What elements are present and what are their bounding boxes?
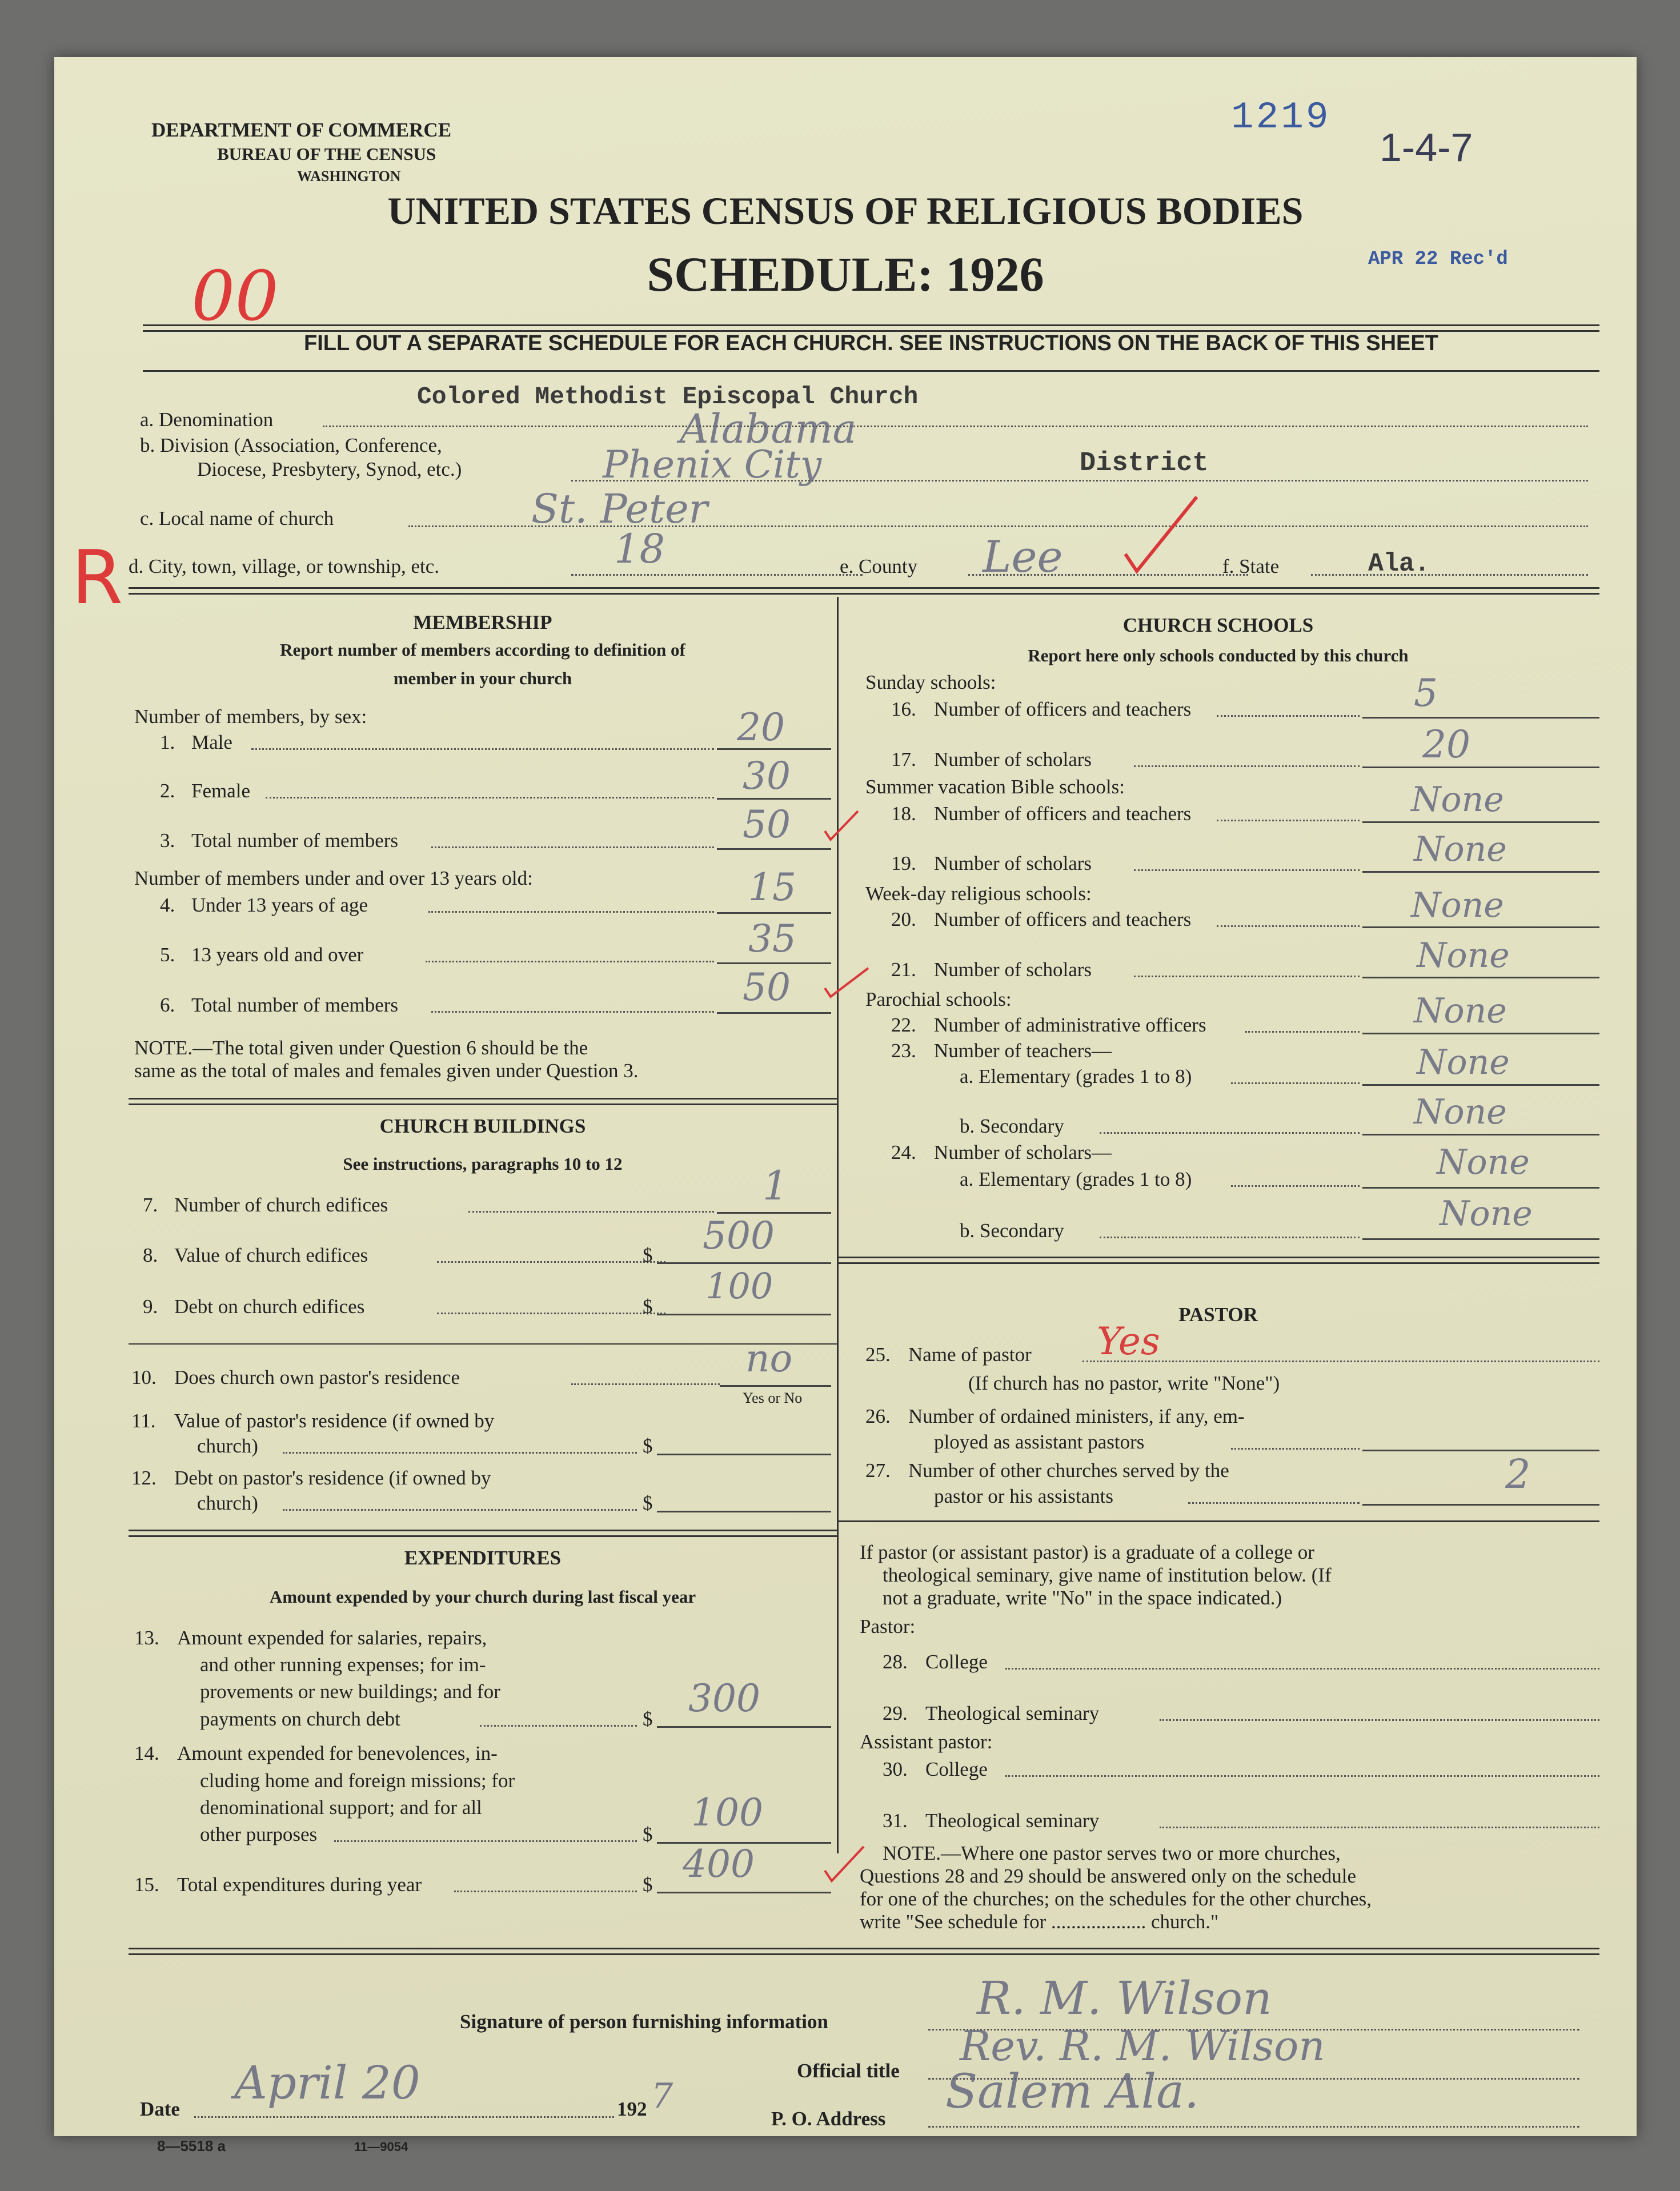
q9-dollar: $ (643, 1295, 653, 1318)
q23-number: 23. (891, 1040, 916, 1062)
q18-number: 18. (891, 802, 916, 825)
expenditures-sub: Amount expended by your church during last fiscal year (269, 1587, 696, 1607)
q23b-label: b. Secondary (960, 1115, 1064, 1137)
q1-label: Male (191, 731, 232, 753)
q23a-value: None (1417, 1042, 1510, 1082)
official-title-label: Official title (797, 2060, 900, 2082)
q11-dollar: $ (643, 1435, 653, 1457)
q2-number: 2. (160, 780, 175, 802)
q21-number: 21. (891, 958, 916, 981)
q6-value: 50 (743, 965, 791, 1009)
pastor-subhead: Pastor: (860, 1615, 916, 1638)
q25-value: Yes (1097, 1319, 1160, 1363)
q13-line-4: payments on church debt (200, 1708, 400, 1730)
q20-label: Number of officers and teachers (934, 908, 1192, 930)
q13-value: 300 (688, 1676, 760, 1720)
q6-label: Total number of members (191, 994, 399, 1016)
q27-line-1: Number of other churches served by the (908, 1459, 1229, 1482)
q3-label: Total number of members (191, 829, 399, 852)
q24b-label: b. Secondary (960, 1219, 1064, 1242)
denomination-label: a. Denomination (140, 408, 274, 431)
q12-dollar: $ (643, 1492, 653, 1514)
q16-number: 16. (891, 698, 916, 720)
pastor-note-3: for one of the churches; on the schedules for the other churches, (860, 1888, 1372, 1910)
q28-number: 28. (883, 1651, 908, 1673)
q26-line-1: Number of ordained ministers, if any, em- (908, 1405, 1245, 1427)
q14-line-3: denominational support; and for all (200, 1796, 482, 1819)
form-number: 8—5518 a (157, 2137, 226, 2154)
q13-dollar: $ (643, 1708, 653, 1730)
local-name-value: St. Peter (531, 485, 708, 532)
membership-note-1: NOTE.—The total given under Question 6 should be the (134, 1037, 588, 1059)
q24b-value: None (1440, 1194, 1533, 1234)
q22-number: 22. (891, 1014, 916, 1036)
weekday-schools-label: Week-day religious schools: (865, 882, 1092, 905)
q7-value: 1 (763, 1162, 788, 1209)
q1-number: 1. (160, 731, 175, 753)
q30-number: 30. (883, 1758, 908, 1780)
q31-label: Theological seminary (925, 1809, 1100, 1832)
membership-note-2: same as the total of males and females given under Question 3. (134, 1060, 639, 1082)
division-hand-value: Phenix City (603, 443, 822, 487)
q5-label: 13 years old and over (191, 944, 364, 966)
q8-value: 500 (703, 1214, 775, 1258)
q15-value: 400 (683, 1842, 755, 1886)
q20-number: 20. (891, 908, 916, 930)
q14-number: 14. (134, 1742, 159, 1764)
q17-number: 17. (891, 748, 916, 771)
print-number: 11—9054 (354, 2140, 408, 2154)
q10-label: Does church own pastor's residence (174, 1366, 460, 1389)
q12-number: 12. (131, 1467, 157, 1489)
q4-label: Under 13 years of age (191, 894, 368, 916)
red-r-mark: R (71, 534, 123, 621)
pastor-note-2: Questions 28 and 29 should be answered only on the schedule (860, 1865, 1357, 1887)
official-title-value: Rev. R. M. Wilson (960, 2022, 1325, 2070)
q13-line-1: Amount expended for salaries, repairs, (177, 1627, 487, 1649)
state-label: f. State (1222, 555, 1280, 577)
q14-line-1: Amount expended for benevolences, in- (177, 1742, 498, 1764)
membership-heading: MEMBERSHIP (413, 611, 552, 633)
q14-line-2: cluding home and foreign missions; for (200, 1769, 515, 1792)
q9-number: 9. (143, 1295, 158, 1318)
q21-value: None (1417, 936, 1510, 976)
q23a-label: a. Elementary (grades 1 to 8) (960, 1065, 1192, 1088)
q10-hint: Yes or No (743, 1390, 803, 1406)
graduate-note-1: If pastor (or assistant pastor) is a graduate of a college or (860, 1541, 1314, 1563)
graduate-note-3: not a graduate, write "No" in the space indicated.) (883, 1587, 1282, 1609)
q24-number: 24. (891, 1141, 916, 1163)
q23-label: Number of teachers— (934, 1040, 1112, 1062)
department-name: DEPARTMENT OF COMMERCE (151, 119, 452, 141)
q12-label-2: church) (197, 1492, 258, 1514)
bureau-city: WASHINGTON (297, 168, 401, 184)
stamp-number: 1219 (1231, 96, 1331, 139)
q14-line-4: other purposes (200, 1823, 318, 1845)
sunday-schools-label: Sunday schools: (865, 671, 996, 693)
q25-number: 25. (865, 1343, 891, 1366)
pastor-note-4: write "See schedule for ................... church." (860, 1911, 1219, 1933)
date-value: April 20 (234, 2056, 420, 2109)
q3-value: 50 (743, 802, 791, 846)
q12-label-1: Debt on pastor's residence (if owned by (174, 1467, 491, 1489)
q25-hint: (If church has no pastor, write "None") (968, 1372, 1280, 1394)
signature-value: R. M. Wilson (977, 1972, 1272, 2025)
q8-number: 8. (143, 1244, 158, 1266)
by-age-label: Number of members under and over 13 years old: (134, 867, 533, 889)
q24a-value: None (1437, 1142, 1530, 1182)
q18-label: Number of officers and teachers (934, 802, 1192, 825)
q10-number: 10. (131, 1366, 157, 1389)
year-prefix: 192 (617, 2098, 647, 2120)
q19-value: None (1414, 829, 1507, 869)
q11-label-2: church) (197, 1435, 258, 1457)
parochial-schools-label: Parochial schools: (865, 988, 1012, 1010)
city-label: d. City, town, village, or township, etc. (129, 555, 440, 577)
q22-value: None (1414, 991, 1507, 1031)
q1-value: 20 (737, 705, 785, 749)
q2-value: 30 (743, 754, 791, 798)
q17-label: Number of scholars (934, 748, 1092, 771)
assistant-pastor-subhead: Assistant pastor: (860, 1731, 993, 1753)
q14-dollar: $ (643, 1823, 653, 1845)
county-value: Lee (983, 531, 1063, 582)
membership-sub-1: Report number of members according to definition of (280, 640, 685, 660)
q6-number: 6. (160, 994, 175, 1016)
form-subtitle: SCHEDULE: 1926 (647, 247, 1044, 302)
denomination-value: Colored Methodist Episcopal Church (417, 383, 919, 411)
membership-sub-2: member in your church (393, 668, 572, 688)
q7-label: Number of church edifices (174, 1194, 388, 1216)
fill-instruction: FILL OUT A SEPARATE SCHEDULE FOR EACH CHURCH. SEE INSTRUCTIONS ON THE BACK OF THIS SHEET (304, 331, 1438, 355)
q27-value: 2 (1505, 1451, 1531, 1498)
po-address-value: Salem Ala. (945, 2065, 1200, 2119)
census-schedule-sheet (54, 57, 1637, 2154)
buildings-heading: CHURCH BUILDINGS (379, 1115, 586, 1137)
q9-label: Debt on church edifices (174, 1295, 365, 1318)
q8-dollar: $ (643, 1244, 653, 1266)
q15-label: Total expenditures during year (177, 1873, 422, 1896)
city-value: 18 (614, 525, 665, 572)
q8-label: Value of church edifices (174, 1244, 368, 1266)
q23b-value: None (1414, 1092, 1507, 1132)
pastor-heading: PASTOR (1178, 1303, 1258, 1326)
q13-line-3: provements or new buildings; and for (200, 1680, 500, 1703)
q20-value: None (1411, 885, 1504, 925)
buildings-sub: See instructions, paragraphs 10 to 12 (343, 1154, 623, 1174)
q3-number: 3. (160, 829, 175, 852)
graduate-note-2: theological seminary, give name of institution below. (If (883, 1564, 1332, 1586)
q28-label: College (925, 1651, 988, 1673)
q3-red-check-icon (823, 808, 863, 842)
division-label-2: Diocese, Presbytery, Synod, etc.) (197, 458, 462, 480)
q27-line-2: pastor or his assistants (934, 1485, 1114, 1507)
po-address-label: P. O. Address (771, 2108, 886, 2130)
q31-number: 31. (883, 1809, 908, 1832)
q4-number: 4. (160, 894, 175, 916)
q15-number: 15. (134, 1873, 159, 1896)
q10-value: no (745, 1337, 793, 1381)
division-label: b. Division (Association, Conference, (140, 434, 442, 456)
date-label: Date (140, 2098, 180, 2120)
schools-heading: CHURCH SCHOOLS (1122, 614, 1314, 636)
q27-number: 27. (865, 1459, 891, 1482)
q11-number: 11. (131, 1410, 156, 1432)
schools-sub: Report here only schools conducted by this church (1028, 645, 1409, 665)
q14-value: 100 (691, 1791, 763, 1835)
q19-label: Number of scholars (934, 852, 1092, 874)
q17-value: 20 (1422, 723, 1470, 767)
bureau-name: BUREAU OF THE CENSUS (217, 144, 436, 164)
q13-number: 13. (134, 1627, 159, 1649)
q5-number: 5. (160, 944, 175, 966)
red-annotation: 00 (191, 257, 279, 336)
summer-schools-label: Summer vacation Bible schools: (865, 776, 1125, 798)
division-typed-value: District (1080, 448, 1209, 479)
state-value: Ala. (1368, 549, 1430, 579)
signature-label: Signature of person furnishing information (460, 2011, 828, 2033)
q7-number: 7. (143, 1194, 158, 1216)
pastor-note-1: NOTE.—Where one pastor serves two or more churches, (883, 1842, 1341, 1864)
q25-label: Name of pastor (908, 1343, 1032, 1366)
q29-label: Theological seminary (925, 1702, 1100, 1724)
q2-label: Female (191, 780, 251, 802)
division-hand-value-2: Alabama (680, 406, 857, 452)
form-title: UNITED STATES CENSUS OF RELIGIOUS BODIES (387, 189, 1304, 232)
q30-label: College (925, 1758, 988, 1780)
local-name-label: c. Local name of church (140, 507, 334, 529)
q9-value: 100 (705, 1265, 773, 1307)
q26-line-2: ployed as assistant pastors (934, 1431, 1145, 1453)
year-hand-digit: 7 (651, 2076, 673, 2116)
q21-label: Number of scholars (934, 958, 1092, 981)
q4-value: 15 (748, 865, 796, 909)
q19-number: 19. (891, 852, 916, 874)
by-sex-label: Number of members, by sex: (134, 705, 367, 728)
q24-label: Number of scholars— (934, 1141, 1112, 1163)
q13-line-2: and other running expenses; for im- (200, 1654, 486, 1676)
q5-value: 35 (748, 917, 796, 961)
file-code: 1-4-7 (1380, 125, 1473, 170)
q16-label: Number of officers and teachers (934, 698, 1192, 720)
q15-dollar: $ (643, 1873, 653, 1896)
q26-number: 26. (865, 1405, 891, 1427)
q29-number: 29. (883, 1702, 908, 1724)
expenditures-heading: EXPENDITURES (404, 1547, 562, 1569)
q11-label-1: Value of pastor's residence (if owned by (174, 1410, 495, 1432)
county-label: e. County (840, 555, 918, 577)
received-stamp: APR 22 Rec'd (1368, 248, 1508, 270)
q18-value: None (1411, 780, 1504, 820)
q16-value: 5 (1414, 671, 1438, 715)
q22-label: Number of administrative officers (934, 1014, 1206, 1036)
red-check-icon (1122, 491, 1202, 577)
q24a-label: a. Elementary (grades 1 to 8) (960, 1168, 1192, 1190)
